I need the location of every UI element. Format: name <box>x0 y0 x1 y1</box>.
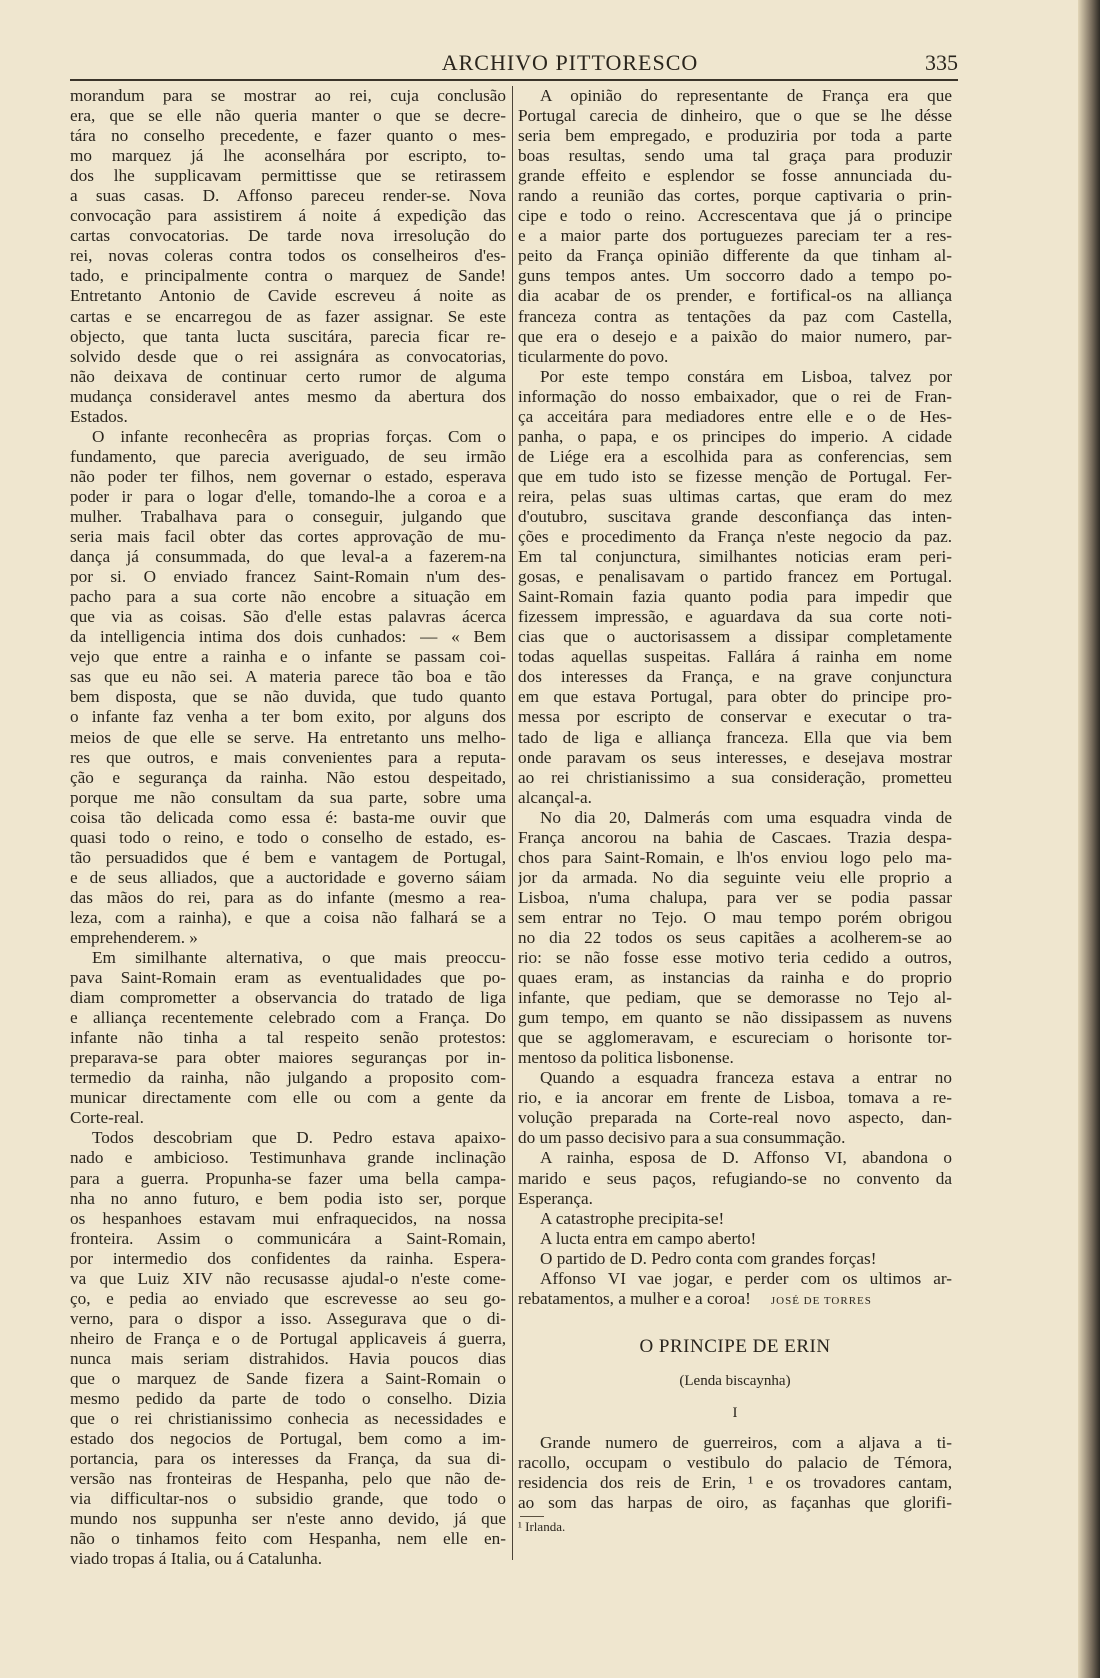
text-line: coisa tão delicada como essa é: basta-me ouvir que <box>70 807 506 827</box>
text-line: Em similhante alternativa, o que mais preoccu- <box>92 948 506 968</box>
text-line: vejo que entre a rainha e o infante se passam coi- <box>70 647 506 667</box>
text-line: fundamento, que parecia averiguado, de seu irmão <box>70 446 506 466</box>
text-line: rio, e ia ancorar em frente de Lisboa, tomava a re- <box>518 1088 952 1108</box>
text-line: rio: se não fosse esse motivo teria cedido a outros, <box>518 948 952 968</box>
text-line: A rainha, esposa de D. Affonso VI, abandona o <box>540 1148 952 1168</box>
text-line: via difficultar-nos o subsidio grande, que todo o <box>70 1489 506 1509</box>
text-line: porque me não consultam da sua parte, sobre uma <box>70 787 506 807</box>
text-line: franceza contra as tentações da paz com Castella, <box>518 306 952 326</box>
text-line: informação do nosso embaixador, que o rei de Fran- <box>518 386 952 406</box>
left_column-paragraph <box>70 948 506 1128</box>
text-line: A lucta entra em campo aberto! <box>540 1228 757 1248</box>
text-line: que via as coisas. São d'elle estas palavras ácerca <box>70 607 506 627</box>
text-line: peito da França opinião differente da que tinham al- <box>518 246 952 266</box>
right_column-paragraph <box>518 1249 952 1269</box>
text-line: guns tempos antes. Um soccorro dado a tempo po- <box>518 266 952 286</box>
text-line: França ancorou na bahia de Cascaes. Trazia despa- <box>518 827 952 847</box>
text-line: pava Saint-Romain eram as eventualidades que po- <box>70 968 506 988</box>
text-line: da intelligencia intima dos dois cunhados: — « Bem <box>70 627 506 647</box>
text-line: emprehenderem. » <box>70 927 198 947</box>
text-line: Corte-real. <box>70 1108 144 1128</box>
text-line: rei, novas coleras contra todos os conselheiros d'es- <box>70 246 506 266</box>
text-line: por intermedio dos confidentes da rainha. Espera- <box>70 1248 506 1268</box>
text-line: municar directamente com elle ou com a gente da <box>70 1088 506 1108</box>
right_column-paragraph <box>518 1068 952 1148</box>
text-line: dia acabar de os prender, e fortifical-os na alliança <box>518 286 952 306</box>
text-line: e alliança recentemente celebrado com a França. Do <box>70 1008 506 1028</box>
text-line: sas que eu não sei. A materia parece tão boa e tão <box>70 667 506 687</box>
text-line: não o tinhamos feito com Hespanha, nem elle en- <box>70 1529 506 1549</box>
text-line: Saint-Romain fazia quanto podia para impedir que <box>518 587 952 607</box>
left_column-paragraph <box>70 86 506 427</box>
text-line: ao som das harpas de oiro, as façanhas que glorifi- <box>518 1493 952 1513</box>
right_column-paragraph <box>518 1209 952 1229</box>
text-line: Quando a esquadra franceza estava a entrar no <box>540 1068 952 1088</box>
text-line: reira, pelas suas ultimas cartas, que eram do mez <box>518 486 952 506</box>
text-line: racollo, occupam o vestibulo do palacio de Témora, <box>518 1453 952 1473</box>
text-line: infante, que pediam, que se demorasse no Tejo al- <box>518 988 952 1008</box>
right_column-paragraph <box>518 808 952 1069</box>
text-line: mulher. Trabalhava para o conseguir, julgando que <box>70 506 506 526</box>
text-line: Esperança. <box>518 1188 593 1208</box>
text-line: Estados. <box>70 406 128 426</box>
text-line: viado tropas á Italia, ou á Catalunha. <box>70 1549 322 1569</box>
right_column-paragraph <box>518 1148 952 1208</box>
text-line: que o rei christianissimo conhecia as necessidades e <box>70 1409 506 1429</box>
text-line: rando a reunião das cortes, porque captivaria o prin- <box>518 186 952 206</box>
text-line: diam comprometter a observancia do tratado de liga <box>70 988 506 1008</box>
right-column-text <box>518 86 952 1309</box>
text-line: fronteira. Assim o communicára a Saint-Romain, <box>70 1228 506 1248</box>
text-line: por si. O enviado francez Saint-Romain n'um des- <box>70 567 506 587</box>
text-line: dança já consummada, do que leval-a a fazerem-na <box>70 547 506 567</box>
text-line: quaes eram, as instancias da rainha e do proprio <box>518 968 952 988</box>
text-line: seria mais facil obter das cortes approvação de mu- <box>70 527 506 547</box>
text-line: fizessem impressão, e aguardava da sua corte noti- <box>518 607 952 627</box>
text-line: seria bem empregado, e produziria por toda a parte <box>518 126 952 146</box>
text-line: messa por escripto de conservar e executar o tra- <box>518 707 952 727</box>
text-line: mundo nos suppunha ser n'este anno devido, já que <box>70 1509 506 1529</box>
text-line: va que Luiz XIV não recusasse ajudal-o n'este come- <box>70 1268 506 1288</box>
text-line: cipe e todo o reino. Accrescentava que já o principe <box>518 206 952 226</box>
text-line: tado de liga e alliança franceza. Ella que via bem <box>518 727 952 747</box>
text-line: nha no anno futuro, e bem podia isto ser, porque <box>70 1188 506 1208</box>
text-line: Lisboa, n'uma chalupa, para ver se podia passar <box>518 887 952 907</box>
text-line: Em tal conjunctura, similhantes noticias eram peri- <box>518 547 952 567</box>
text-line: termedio da rainha, não julgando a proposito com- <box>70 1068 506 1088</box>
text-line: sem entrar no Tejo. O mau tempo porém obrigou <box>518 907 952 927</box>
text-line: mo marquez já lhe aconselhára por escripto, to- <box>70 146 506 166</box>
text-line: todas aquellas suspeitas. Fallára á rainha em nome <box>518 647 952 667</box>
text-line: ça acceitára para mediadores entre elle e o de Hes- <box>518 406 952 426</box>
text-line: volução preparada na Corte-real novo aspecto, dan- <box>518 1108 952 1128</box>
text-line: em que estava Portugal, para obter do principe pro- <box>518 687 952 707</box>
page-number: 335 <box>925 50 958 75</box>
text-line: que o marquez de Sande fizera a Saint-Romain o <box>70 1369 506 1388</box>
text-line: Portugal carecia de dinheiro, que o que se lhe désse <box>518 106 952 126</box>
text-line: nunca mais seriam distrahidos. Havia poucos dias <box>70 1348 506 1368</box>
text-line: mesmo pedido da parte de todo o conselho. Dizia <box>70 1389 506 1409</box>
page-header <box>70 50 958 82</box>
text-line: nado e ambicioso. Testimunhava grande inclinação <box>70 1148 506 1168</box>
text-line: convocação para assistirem á noite á expedição das <box>70 206 506 226</box>
text-line: marido e seus paços, refugiando-se no convento da <box>518 1168 952 1188</box>
text-line: no dia 22 todos os seus capitães a acolherem-se ao <box>518 927 952 947</box>
text-line: mudança consideravel antes mesmo da abertura dos <box>70 386 506 406</box>
text-line: residencia dos reis de Erin, ¹ e os trovadores cantam, <box>518 1473 952 1493</box>
right_column-paragraph <box>518 86 952 367</box>
text-line: cias que o auctorisassem a dissipar completamente <box>518 627 952 647</box>
text-line: bem disposta, que se não duvida, que tudo quanto <box>70 687 506 707</box>
text-line: gosas, e penalisavam o partido francez em Portugal. <box>518 567 952 587</box>
text-line: ção e segurança da rainha. Não estou despeitado, <box>70 767 506 787</box>
right-column <box>518 86 952 1535</box>
article-title: O PRINCIPE DE ERIN <box>639 1335 831 1357</box>
text-line: grande effeito e esplendor se fosse annunciada du- <box>518 166 952 186</box>
text-line: quasi todo o reino, e todo o conselho de estado, es- <box>70 827 506 847</box>
text-line: ao rei christianissimo a sua consideração, prometteu <box>518 767 952 787</box>
text-line: A opinião do representante de França era que <box>540 86 952 105</box>
text-line: e de seus alliados, que a auctoridade e governo sáiam <box>70 867 506 887</box>
left_column-paragraph <box>70 1128 506 1569</box>
text-line: jor da armada. No dia seguinte veiu elle proprio a <box>518 867 952 887</box>
footnote-rule <box>520 1516 544 1517</box>
text-line: onde paravam os seus interesses, e desejava mostrar <box>518 747 952 767</box>
text-line: nheiro de França e o de Portugal applicaveis á guerra, <box>70 1328 506 1348</box>
text-line: portancia, para os interesses da França, da sua di- <box>70 1449 506 1469</box>
text-line: infante não tinha a tal respeito senão protestos: <box>70 1028 506 1048</box>
text-line: No dia 20, Dalmerás com uma esquadra vinda de <box>540 807 952 827</box>
text-line: cartas convocatorias. De tarde nova irresolução do <box>70 226 506 246</box>
text-line: boas resultas, sendo uma tal graça para produzir <box>518 146 952 166</box>
text-line: ções e procedimento da França n'este negocio da paz. <box>518 527 952 547</box>
article-subtitle: (Lenda biscaynha) <box>679 1372 791 1389</box>
text-line: pacho para a sua corte não encobre a situação em <box>70 587 506 607</box>
text-line: Entretanto Antonio de Cavide escreveu á noite as <box>70 286 506 306</box>
left-column <box>70 86 506 1569</box>
text-line: tára no conselho precedente, e fazer quanto o mes- <box>70 126 506 146</box>
column-divider <box>512 86 513 1560</box>
running-title: ARCHIVO PITTORESCO <box>441 50 699 75</box>
right_column-paragraph <box>518 1269 952 1309</box>
text-line: Affonso VI vae jogar, e perder com os ultimos ar- <box>540 1268 952 1288</box>
text-line: tão persuadidos que é bem e vantagem de Portugal, <box>70 847 506 867</box>
text-line: d'outubro, suscitava grande desconfiança das inten- <box>518 506 952 526</box>
text-line: Por este tempo constára em Lisboa, talvez por <box>540 366 952 386</box>
text-line: O infante reconhecêra as proprias forças. Com o <box>92 426 506 446</box>
text-line: a suas casas. D. Affonso pareceu render-se. Nova <box>70 186 506 206</box>
text-line: O partido de D. Pedro conta com grandes forças! <box>540 1248 877 1268</box>
text-line: cartas e se encarregou de as fazer assignar. Se este <box>70 306 506 326</box>
text-line: ço, e pedia ao enviado que escrevesse ao seu go- <box>70 1288 506 1308</box>
text-line: não deixava de continuar certo rumor de alguma <box>70 366 506 386</box>
text-line: A catastrophe precipita-se! <box>540 1208 725 1228</box>
text-line: verno, para o dispor a isso. Assegurava que o di- <box>70 1308 506 1328</box>
section-number: I <box>732 1404 738 1421</box>
text-line: preparava-se para obter maiores seguranças por in- <box>70 1048 506 1068</box>
text-line: poder ir para o logar d'elle, tomando-lhe a coroa e a <box>70 486 506 506</box>
text-line: dos interesses da França, e na grave conjunctura <box>518 667 952 687</box>
author-signature: JOSÉ DE TORRES <box>770 1294 872 1307</box>
right_column-paragraph <box>518 367 952 808</box>
text-line: objecto, que tanta lucta suscitára, parecia ficar re- <box>70 326 506 346</box>
text-line: para a guerra. Propunha-se fazer uma bella campa- <box>70 1168 506 1188</box>
text-line: não poder ter filhos, nem governar o estado, esperava <box>70 466 506 486</box>
text-line: chos para Saint-Romain, e lh'os enviou logo pelo ma- <box>518 847 952 867</box>
text-line: de Liége era a escolhida para as conferencias, sem <box>518 446 952 466</box>
text-line: que em tudo isto se fizesse menção de Portugal. Fer- <box>518 466 952 486</box>
text-line: e a maior parte dos portuguezes pareciam ter a res- <box>518 226 952 246</box>
text-line: rebatamentos, a mulher e a coroa! JOSÉ DE TORRES <box>518 1288 872 1308</box>
text-line: Grande numero de guerreiros, com a aljava a ti- <box>540 1433 952 1453</box>
text-line: que era o desejo e a paixão do maior numero, par- <box>518 326 952 346</box>
text-line: solvido desde que o rei assignára as convocatorias, <box>70 346 506 366</box>
text-line: os hespanhoes estavam mui enfraquecidos, na nossa <box>70 1208 506 1228</box>
right_column-paragraph <box>518 1229 952 1249</box>
text-line: Todos descobriam que D. Pedro estava apaixo- <box>92 1128 506 1148</box>
text-line: gum tempo, em quanto se não dissipassem as nuvens <box>518 1008 952 1028</box>
text-line: mentoso da politica lisbonense. <box>518 1048 734 1068</box>
text-line: dos lhe supplicavam permittisse que se retirassem <box>70 166 506 186</box>
text-line: panha, o papa, e os principes do imperio. A cidade <box>518 426 952 446</box>
book-binding-edge <box>1078 0 1100 1678</box>
text-line: ticularmente do povo. <box>518 346 669 366</box>
text-line: tado, e principalmente contra o marquez de Sande! <box>70 266 506 286</box>
text-line: alcançal-a. <box>518 787 592 807</box>
header-rule <box>70 79 958 81</box>
text-line: o infante faz venha a ter bom exito, por alguns dos <box>70 707 506 727</box>
text-line: das mãos do rei, para as do infante (mesmo a rea- <box>70 887 506 907</box>
left_column-paragraph <box>70 427 506 948</box>
text-line: era, que se elle não queria manter o que se decre- <box>70 106 506 126</box>
article-body <box>518 1433 952 1513</box>
text-line: do um passo decisivo para a sua consummação. <box>518 1128 846 1148</box>
text-line: leza, com a rainha), e que a coisa não falhará se a <box>70 907 506 927</box>
text-line: res que outros, e mais convenientes para a reputa- <box>70 747 506 767</box>
text-line: versão nas fronteiras de Hespanha, pelo que não de- <box>70 1469 506 1489</box>
text-line: que se agglomeravam, e escureciam o horisonte tor- <box>518 1028 952 1048</box>
article-paragraph <box>518 1433 952 1513</box>
text-line: estado dos negocios de Portugal, bem como a im- <box>70 1429 506 1449</box>
text-line: meios de que elle se serve. Ha entretanto uns melho- <box>70 727 506 747</box>
text-line: morandum para se mostrar ao rei, cuja conclusão <box>70 86 506 105</box>
footnote: ¹ Irlanda. <box>518 1519 566 1535</box>
